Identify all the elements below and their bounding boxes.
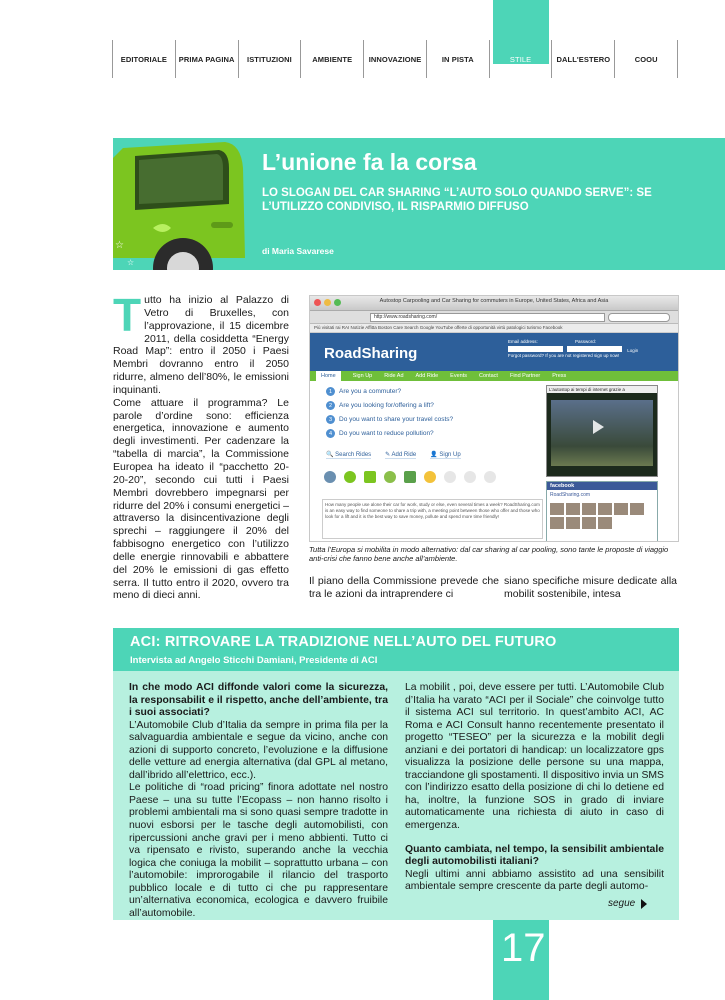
email-field <box>508 346 563 352</box>
co2-icon <box>484 471 496 483</box>
interview-question: In che modo ACI diffonde valori come la sicurezza, la responsabilit e il rispetto, anche dell’ambiente, tra i suoi associati? <box>129 682 388 719</box>
site-tab-sign-up: Sign Up <box>352 373 373 379</box>
article-column-1 <box>113 289 289 602</box>
site-nav <box>310 371 678 381</box>
site-header <box>310 333 678 371</box>
drop-cap: T <box>113 289 142 341</box>
avatar <box>566 503 580 515</box>
svg-text:☆: ☆ <box>115 240 124 251</box>
avatar <box>550 517 564 529</box>
interview-header <box>113 628 679 671</box>
continue-link[interactable] <box>608 898 647 909</box>
equals-icon <box>384 471 396 483</box>
login-button: Login <box>627 348 639 353</box>
email-label: Email address: <box>508 339 538 344</box>
question-2 <box>326 401 434 410</box>
smiley-icon <box>424 471 436 483</box>
article-title: L’unione fa la corsa <box>262 149 477 175</box>
video-caption: L'autostop ai tempi di internet grazie a <box>547 386 657 393</box>
nav-item-innovazione[interactable]: INNOVAZIONE <box>363 40 426 78</box>
nav-item-coou[interactable]: COOU <box>614 40 678 78</box>
avatar <box>582 517 596 529</box>
site-tab-events: Events <box>450 373 467 379</box>
site-tab-contact: Contact <box>478 373 498 379</box>
avatar <box>630 503 644 515</box>
facebook-widget <box>546 481 658 542</box>
feature-icons <box>324 471 496 483</box>
facebook-title: facebook <box>547 482 657 490</box>
plus-icon <box>344 471 356 483</box>
article-column-3: siano specifiche misure dedicate alla mobilit sostenibile, intesa <box>504 575 677 600</box>
person-icon <box>324 471 336 483</box>
nav-item-ambiente[interactable]: AMBIENTE <box>300 40 363 78</box>
facebook-page-name: RoadSharing.com <box>550 492 591 498</box>
browser-search-field <box>608 313 670 322</box>
number-1-icon: 1 <box>326 387 335 396</box>
avatar <box>566 517 580 529</box>
video-player <box>546 385 658 477</box>
question-text: Do you want to share your travel costs? <box>339 416 454 423</box>
interview-answer: Le politiche di “road pricing” finora adottate nel nostro Paese – una su tutte l’Ecopass – non hanno risolto i problemi ambientali ma si sono quasi sempre tradotte in nuovi esborsi per le tasche degli automobilisti, con ripercussioni anche gravi per i meno abbienti. Tutto ci va ripensato e rivisto, superando anche la vecchia logica che coniuga la mobilit – soprattutto urbana – con l’automobile: improrogabile il rilancio del trasporto pubblico locale e di tutto ci che pu rappresentare un’alternativa economica, ecologica e davvero fruibile all’automobile. <box>129 782 388 919</box>
roadsharing-logo: RoadSharing <box>324 345 418 362</box>
money-icon <box>404 471 416 483</box>
site-actions <box>326 451 461 459</box>
avatar <box>598 517 612 529</box>
roadsharing-screenshot <box>309 295 679 542</box>
site-tab-press: Press <box>552 373 567 379</box>
figure-caption: Tutta l’Europa si mobilita in modo alternativo: dal car sharing al car pooling, sono tante le proposte di viaggio anti-crisi che fanno bene anche all’ambiente. <box>309 545 669 563</box>
article-column-2: Il piano della Commissione prevede che tra le azioni da intraprendere ci <box>309 575 499 600</box>
browser-toolbar <box>310 311 678 324</box>
avatar <box>614 503 628 515</box>
nav-item-stile[interactable]: STILE <box>489 40 552 78</box>
play-icon <box>593 420 604 434</box>
site-tab-add-ride: Add Ride <box>415 373 439 379</box>
co2-icon <box>464 471 476 483</box>
article-header <box>113 138 725 270</box>
login-panel <box>508 339 656 361</box>
avatar <box>582 503 596 515</box>
svg-text:☆: ☆ <box>127 258 135 267</box>
question-4 <box>326 429 434 438</box>
paragraph: Come attuare il programma? Le parole d’ordine sono: efficienza energetica, innovazione e aumento degli investimenti. Per cadenzare la “tabella di marcia”, la Commissione Europea ha ideato il “pacchetto 20-20-20”, secondo cui tutti i Paesi Membri dovrebbero impegnarsi per ridurre del 20% i consumi energetici – attraverso la disincentivazione degli sprechi – raggiungere il 20% del fabbisogno energetico con l’utilizzo delle energie rinnovabili e abbattere del 20% le emissioni di gas effetto serra. Il tutto entro il 2020, ovvero tra meno di dieci anni. <box>113 396 289 602</box>
interview-question: Quanto cambiata, nel tempo, la sensibilit ambientale degli automobilisti italiani? <box>405 843 664 868</box>
car-icon <box>364 471 376 483</box>
site-tab-find-partner: Find Partner <box>509 373 541 379</box>
search-rides-link: 🔍 Search Rides <box>326 452 372 458</box>
interview-column-2 <box>405 682 664 894</box>
question-text: Do you want to reduce pollution? <box>339 430 434 437</box>
article-subtitle: LO SLOGAN DEL CAR SHARING “L’AUTO SOLO QUANDO SERVE”: SE L’UTILIZZO CONDIVISO, IL RISPARMIO DIFFUSO <box>262 187 652 213</box>
browser-window-title: Autostop Carpooling and Car Sharing for commuters in Europe, United States, Africa and Asia <box>379 298 609 304</box>
interview-answer: Negli ultimi anni abbiamo assistito ad una sensibilit ambientale sempre crescente da parte degli automo- <box>405 868 664 893</box>
interview-subtitle: Intervista ad Angelo Sticchi Damiani, Presidente di ACI <box>130 655 378 666</box>
nav-item-in-pista[interactable]: IN PISTA <box>426 40 489 78</box>
bookmarks-bar: Più visitati rai RAI Notizie Affitta Boston Care Search Google YouTube offerte di opportunità virtù patologici turismo Facebook <box>310 324 678 333</box>
sign-up-link: 👤 Sign Up <box>430 452 461 458</box>
nav-item-editoriale[interactable]: EDITORIALE <box>112 40 175 78</box>
interview-answer: L’Automobile Club d’Italia da sempre in prima fila per la salvaguardia ambientale e segue da vicino, anche con azioni di supporto concreto, l’evoluzione e la diffusione delle vetture ad energia alternativa (dal GPL al metano, dall’ibrido all’elettrico, ecc.). <box>129 719 388 781</box>
site-tab-ride-ad: Ride Ad <box>384 373 404 379</box>
question-3 <box>326 415 453 424</box>
site-body <box>310 381 678 541</box>
facebook-fans <box>547 500 657 532</box>
browser-title-bar <box>310 296 678 311</box>
section-nav <box>112 40 678 78</box>
question-text: Are you a commuter? <box>339 388 402 395</box>
page-number: 17 <box>501 926 546 970</box>
co2-icon <box>444 471 456 483</box>
nav-item-dall-estero[interactable]: DALL'ESTERO <box>551 40 614 78</box>
interview-box <box>113 628 679 920</box>
page-number-block <box>493 920 549 1000</box>
forgot-password-link: Forgot password? If you are not registered sign up now! <box>508 353 620 358</box>
paragraph: utto ha inizio al Palazzo di Vetro di Bruxelles, con l’approvazione, il 15 dicembre 2011, della cosiddetta “Energy Road Map”: entro il 2050 i Paesi Membri dovranno entro il 2050 ridurre, almeno dell’80%, le emissioni inquinanti. <box>113 294 289 396</box>
nav-item-istituzioni[interactable]: ISTITUZIONI <box>238 40 301 78</box>
url-field: http://www.roadsharing.com/ <box>370 313 605 322</box>
nav-item-prima-pagina[interactable]: PRIMA PAGINA <box>175 40 238 78</box>
interview-column-1 <box>129 682 388 920</box>
password-field <box>567 346 622 352</box>
question-text: Are you looking for/offering a lift? <box>339 402 434 409</box>
arrow-right-icon <box>641 899 647 909</box>
continue-label: segue <box>608 898 636 909</box>
article-author: di Maria Savarese <box>262 246 334 256</box>
avatar <box>598 503 612 515</box>
number-2-icon: 2 <box>326 401 335 410</box>
site-intro-text: How many people use alone their car for work, study or else, even several times a week? RoadSharing.com is an easy way to find someone to share a trip with, a meeting point between those who offer and those who look for a lift and it is the best way to save money, pollute and spend more time friendly! <box>322 499 543 539</box>
password-label: Password: <box>575 339 597 344</box>
number-4-icon: 4 <box>326 429 335 438</box>
question-1 <box>326 387 401 396</box>
site-tab-home: Home <box>316 371 341 381</box>
green-car-image <box>113 138 247 270</box>
number-3-icon: 3 <box>326 415 335 424</box>
interview-answer: La mobilit , poi, deve essere per tutti. L’Automobile Club d’Italia ha varato “ACI per il Sociale” che coinvolge tutto il sistema ACI sul territorio. In quest’ambito ACI, AC Roma e ACI Consult hanno recentemente presentato il progetto “TESEO” per la sicurezza e la mobilit degli anziani e dei portatori di handicap: un localizzatore gps visualizza la posizione delle persone su una mappa, tracciandone gli spostamenti. Il dispositivo invia un SMS con l’indirizzo esatto della posizione di chi lo detiene ed ha, inoltre, la funzione SOS in grado di inviare automaticamente una richiesta di aiuto in caso di emergenza. <box>405 682 664 832</box>
add-ride-link: ✎ Add Ride <box>385 452 417 458</box>
avatar <box>550 503 564 515</box>
interview-title: ACI: RITROVARE LA TRADIZIONE NELL’AUTO DEL FUTURO <box>130 634 557 650</box>
